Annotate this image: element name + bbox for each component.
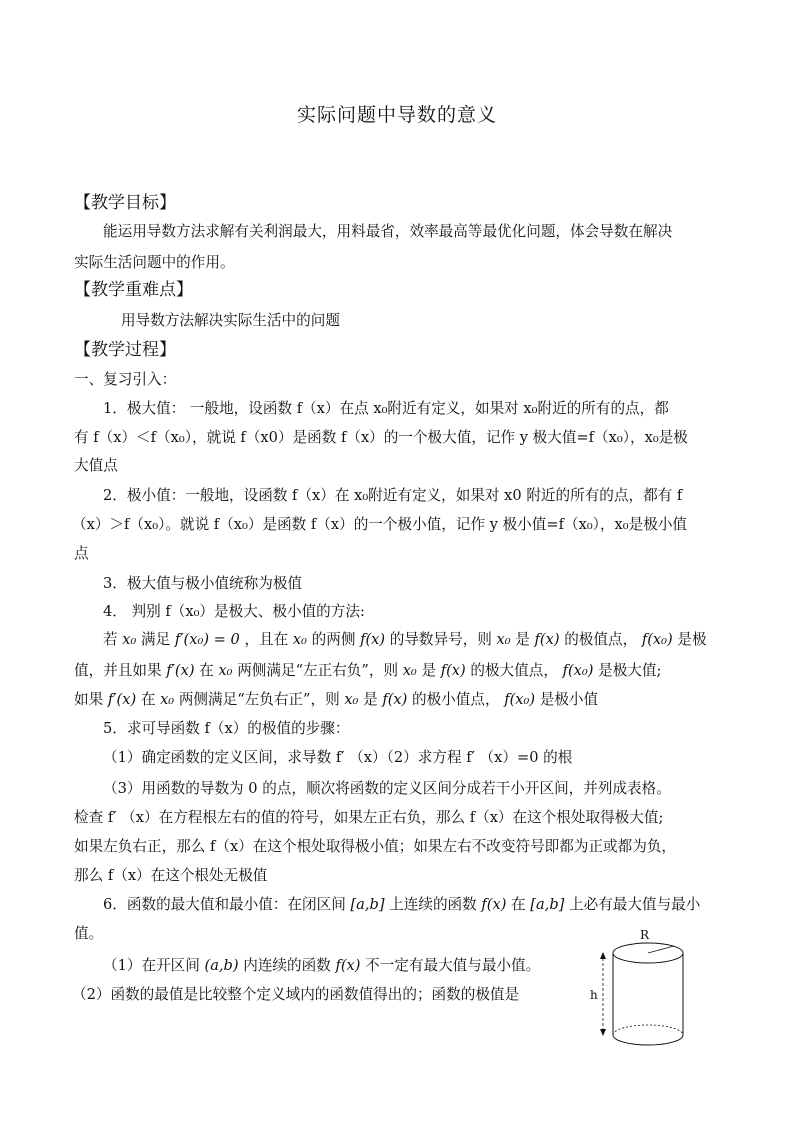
- open-interval-note: [103, 956, 540, 976]
- text-segment: 上必有最大值与最小: [569, 896, 701, 913]
- text-segment: 两侧满足“左负右正”，则: [178, 691, 340, 708]
- math-fprime-x: f′(x): [107, 691, 137, 708]
- max-min-line-2: 值。: [74, 925, 104, 942]
- steps-heading: 5．求可导函数 f（x）的极值的步骤：: [103, 720, 350, 737]
- text-segment: 在: [140, 691, 156, 708]
- label-R: R: [640, 928, 650, 942]
- label-h: h: [590, 988, 598, 1002]
- max-min-line-1: [103, 895, 700, 915]
- steps-1-2: （1）确定函数的定义区间，求导数 f′ （x）（2）求方程 f′ （x）=0 的根: [103, 749, 573, 766]
- step-3-line-2: 检查 f′ （x）在方程根左右的值的符号，如果左正右负，那么 f（x）在这个根处取得极大值;: [74, 809, 664, 826]
- text-segment: 在: [511, 896, 526, 913]
- text-segment: 的导数异号，则: [389, 631, 492, 648]
- heading-key-points: 【教学重难点】: [74, 280, 193, 300]
- math-fprime-x: f′(x): [166, 662, 195, 679]
- criterion-line-3: [74, 690, 598, 710]
- math-x0: x₀: [160, 691, 175, 708]
- heading-teaching-process: 【教学过程】: [74, 340, 176, 360]
- text-segment: 内连续的函数: [243, 957, 331, 974]
- text-segment: ，且在: [244, 631, 289, 648]
- math-x0: x₀: [122, 631, 137, 648]
- text-segment: 的极大值点，: [470, 662, 558, 679]
- math-fx: f(x): [360, 631, 386, 648]
- math-closed-interval: [a,b]: [530, 896, 565, 913]
- math-fx0: f(x₀): [562, 662, 594, 679]
- text-segment: （1）在开区间: [103, 957, 200, 974]
- text-segment: 值，并且如果: [74, 662, 162, 679]
- goal-text-line-1: 能运用导数方法求解有关利润最大，用料最省，效率最高等最优化问题，体会导数在解决: [103, 223, 673, 240]
- text-segment: 上连续的函数: [389, 896, 477, 913]
- criterion-line-2: [74, 661, 661, 681]
- step-3-line-4: 那么 f（x）在这个根处无极值: [74, 867, 268, 884]
- text-segment: 是极小值: [539, 691, 599, 708]
- review-intro: 一、复习引入：: [74, 371, 177, 388]
- extremum-definition: 3．极大值与极小值统称为极值: [103, 575, 303, 592]
- key-points-text: 用导数方法解决实际生活中的问题: [121, 312, 340, 329]
- text-segment: 是: [515, 631, 530, 648]
- step-3-line-3: 如果左负右正，那么 f（x）在这个根处取得极小值；如果左右不改变符号即都为正或都为负，: [74, 838, 677, 855]
- math-x0: x₀: [496, 631, 511, 648]
- maximum-def-line-2: 有 f（x）＜f（x₀），就说 f（x0）是函数 f（x）的一个极大值，记作 y 极大值=f（x₀），x₀是极: [74, 429, 688, 446]
- math-x0: x₀: [218, 662, 233, 679]
- text-segment: 在: [199, 662, 214, 679]
- minimum-def-line-1: 2．极小值：一般地，设函数 f（x）在 x₀附近有定义，如果对 x0 附近的所有的点，都有 f: [103, 487, 683, 504]
- text-segment: 满足: [140, 631, 171, 648]
- goal-text-line-2: 实际生活问题中的作用。: [74, 254, 235, 271]
- text-segment: 的极小值点，: [411, 691, 500, 708]
- minimum-def-line-2: （x）＞f（x₀）。就说 f（x₀）是函数 f（x）的一个极小值，记作 y 极小值=f（x₀），x₀是极小值: [72, 516, 688, 533]
- page-title: 实际问题中导数的意义: [296, 104, 497, 126]
- math-derivative-zero: f′(x₀) = 0: [174, 631, 240, 648]
- text-segment: 不一定有最大值与最小值。: [365, 957, 541, 974]
- text-segment: 是极: [677, 631, 707, 648]
- text-segment: 若: [103, 631, 118, 648]
- math-fx: f(x): [481, 896, 507, 913]
- minimum-def-line-3: 点: [74, 545, 89, 562]
- text-segment: 两侧满足“左正右负”，则: [237, 662, 399, 679]
- criterion-line-1: [103, 630, 707, 650]
- cylinder-bottom-front: [613, 1035, 683, 1045]
- maximum-def-line-3: 大值点: [74, 457, 118, 474]
- math-x0: x₀: [292, 631, 307, 648]
- height-arrow-down: [600, 1029, 606, 1036]
- math-fx: f(x): [534, 631, 560, 648]
- maximum-def-line-1: 1．极大值： 一般地，设函数 f（x）在点 x₀附近有定义，如果对 x₀附近的所有的点，都: [103, 400, 669, 417]
- math-x0: x₀: [402, 662, 417, 679]
- text-segment: 是: [421, 662, 437, 679]
- text-segment: 的极值点，: [564, 631, 638, 648]
- step-3-line-1: （3）用函数的导数为 0 的点，顺次将函数的定义区间分成若干小开区间，并列成表格。: [103, 780, 671, 797]
- text-segment: 的两侧: [311, 631, 356, 648]
- math-fx: f(x): [382, 691, 408, 708]
- extremum-vs-maximum-note: （2）函数的最值是比较整个定义域内的函数值得出的；函数的极值是: [72, 986, 520, 1003]
- math-fx0: f(x₀): [504, 691, 536, 708]
- heading-teaching-goal: 【教学目标】: [74, 193, 176, 213]
- cylinder-bottom-back-dashed: [613, 1025, 683, 1035]
- text-segment: 6．函数的最大值和最小值：在闭区间: [103, 896, 346, 913]
- text-segment: 如果: [74, 691, 104, 708]
- math-fx: f(x): [335, 957, 361, 974]
- math-open-interval: (a,b): [204, 957, 239, 974]
- math-fx0: f(x₀): [641, 631, 673, 648]
- radius-line: [648, 946, 674, 953]
- math-fx: f(x): [440, 662, 466, 679]
- math-closed-interval: [a,b]: [350, 896, 385, 913]
- text-segment: 是极大值;: [598, 662, 662, 679]
- math-x0: x₀: [344, 691, 359, 708]
- cylinder-figure: [590, 925, 700, 1060]
- text-segment: 是: [363, 691, 378, 708]
- criterion-heading: 4． 判别 f（x₀）是极大、极小值的方法:: [103, 603, 365, 620]
- height-arrow-up: [600, 952, 606, 959]
